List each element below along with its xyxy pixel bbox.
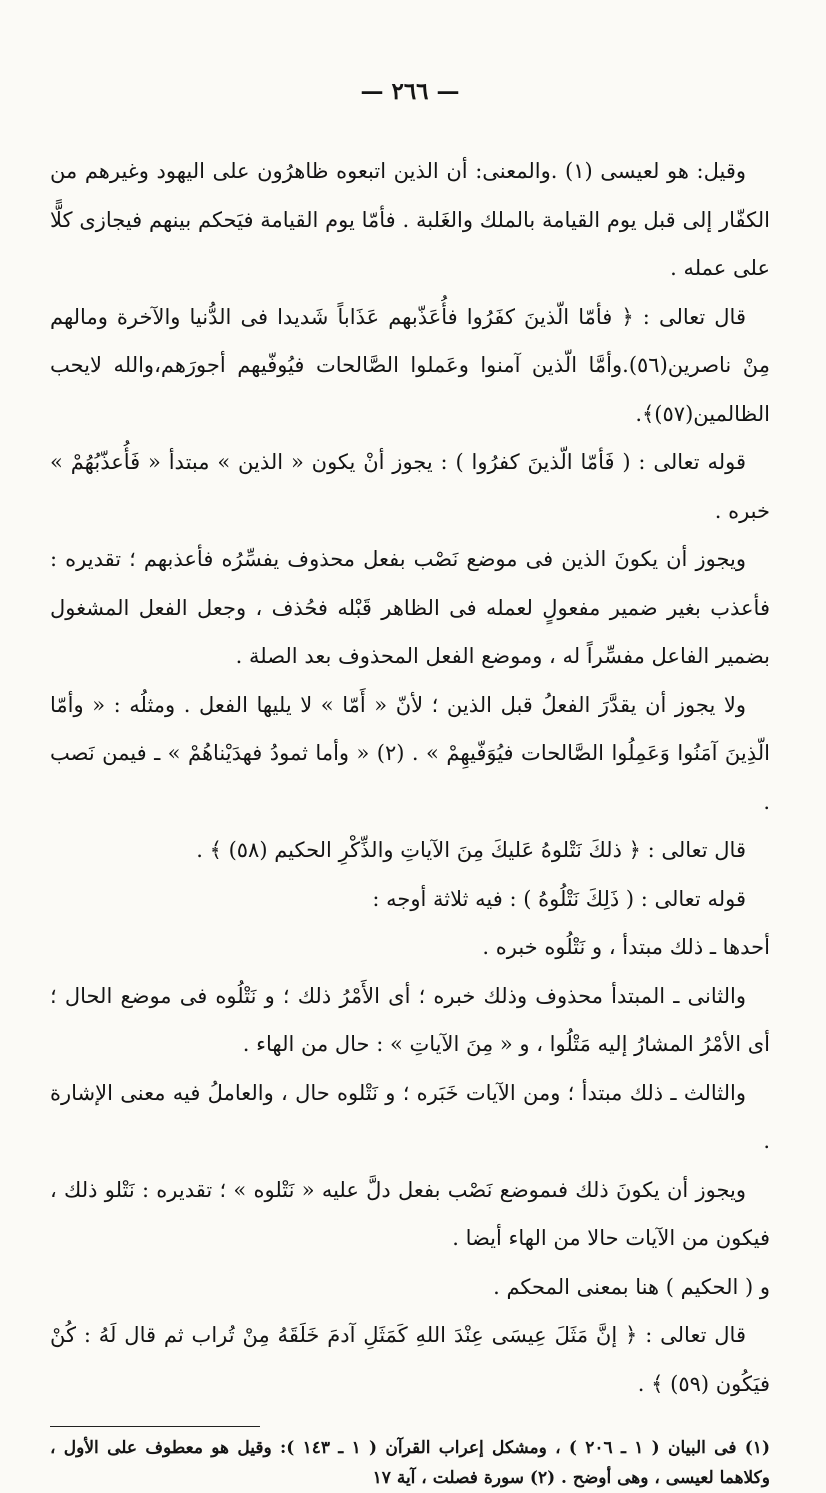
paragraph: قال تعالى : ﴿ فأمّا الّذينَ كفَرُوا فأُعَذّبهم عَذَاباً شَديدا فى الدُّنيا والآخرة ومالهم مِنْ ناصرين(٥٦).وأمَّا الّذين آمنوا وعَملوا الصَّالحات فيُوفّيهم أجورَهم،والله لايحب الظالمين(٥٧)﴾. [50,304,770,426]
footnote: (١) فى البيان ( ١ ـ ٢٠٦ ) ، ومشكل إعراب القرآن ( ١ ـ ١٤٣ ): وقيل هو معطوف على الأول ، وكلاهما لعيسى ، وهى أوضح . (٢) سورة فصلت ، آية ١٧ [50,1438,770,1488]
paragraph: أحدها ـ ذلك مبتدأ ، و نَتْلُوه خبره . [482,935,770,959]
page-number: — ٢٦٦ — [360,78,460,105]
paragraph: والثالث ـ ذلك مبتدأ ؛ ومن الآيات خَبَره ؛ و نَتْلوه حال ، والعاملُ فيه معنى الإشارة . [50,1080,770,1153]
paragraph: قال تعالى : ﴿ ذلكَ نَتْلوهُ عَليكَ مِنَ الآياتِ والذِّكْرِ الحكيم (٥٨) ﴾ . [196,838,746,862]
footnotes [50,1433,770,1493]
paragraph: قوله تعالى : ( فَأمّا الّذينَ كفرُوا ) : يجوز أنْ يكون « الذين » مبتدأ « فَأُعذّبُهُمْ » خبره . [50,450,770,523]
body-text [50,147,770,1408]
paragraph: و ( الحكيم ) هنا بمعنى المحكم . [493,1274,770,1299]
paragraph: قال تعالى : ﴿ إنَّ مَثَلَ عِيسَى عِنْدَ اللهِ كَمَثَلِ آدمَ خَلَقَهُ مِنْ تُراب ثم قال لَهُ : كُنْ فيَكُون (٥٩) ﴾ . [50,1323,770,1396]
paragraph: قوله تعالى : ( ذَلِكَ نَتْلُوهُ ) : فيه ثلاثة أوجه : [372,886,746,911]
paragraph: ولا يجوز أن يقدَّرَ الفعلُ قبل الذين ؛ لأنّ « أَمّا » لا يليها الفعل . ومثلُه : « وأمّا الّذِينَ آمَنُوا وَعَمِلُوا الصَّالحات فيُوَفّيهِمْ » . (٢) « وأما ثمودُ فهدَيْناهُمْ » ـ فيمن نَصب . [50,692,770,814]
paragraph: وقيل: هو لعيسى (١) .والمعنى: أن الذين اتبعوه ظاهرُون على اليهود وغيرهم من الكفّار إلى قبل يوم القيامة بالملك والغَلبة . فأمّا يوم القيامة فيَحكم بينهم فيجازى كلًّا على عمله . [50,159,770,280]
paragraph: ويجوز أن يكونَ ذلك فىموضع نَصْب بفعل دلَّ عليه « نَتْلوه » ؛ تقديره : نَتْلو ذلك ، فيكون من الآيات حالا من الهاء أيضا . [50,1177,770,1250]
paragraph: والثانى ـ المبتدأ محذوف وذلك خبره ؛ أى الأَمْرُ ذلك ؛ و نَتْلُوه فى موضع الحال ؛ أى الأمْرُ المشارُ إليه مَتْلُوا ، و « مِنَ الآياتِ » : حال من الهاء . [50,983,770,1056]
footnote-divider [50,1426,260,1427]
paragraph: ويجوز أن يكونَ الذين فى موضع نَصْب بفعل محذوف يفسِّرُه فأعذبهم ؛ تقديره : فأعذب بغير ضمير مفعولٍ لعمله فى الظاهر قَبْله فحُذف ، وجعل الفعل المشغول بضمير الفاعل مفسِّراً له ، وموضع الفعل المحذوف بعد الصلة . [50,547,770,668]
